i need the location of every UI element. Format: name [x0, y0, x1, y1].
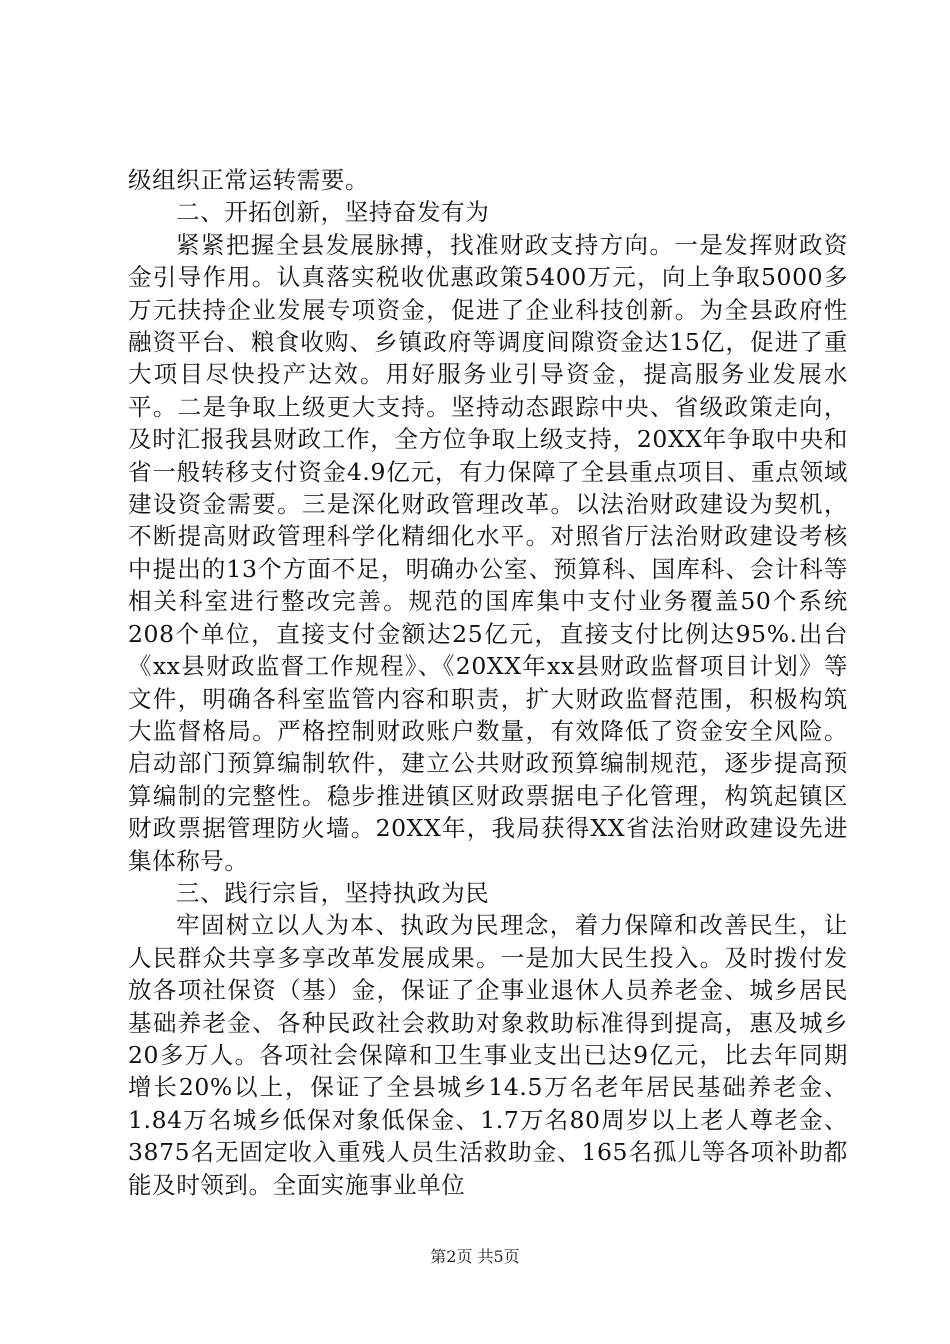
paragraph-finance-support: 紧紧把握全县发展脉搏，找准财政支持方向。一是发挥财政资金引导作用。认真落实税收优惠政策5400万元，向上争取5000多万元扶持企业发展专项资金，促进了企业科技创新。为全县政府性融资平台、粮食收购、乡镇政府等调度间隙资金达15亿，促进了重大项目尽快投产达效。用好服务业引导资金，提高服务业发展水平。二是争取上级更大支持。坚持动态跟踪中央、省级政策走向，及时汇报我县财政工作，全方位争取上级支持，20XX年争取中央和省一般转移支付资金4.9亿元，有力保障了全县重点项目、重点领域建设资金需要。三是深化财政管理改革。以法治财政建设为契机，不断提高财政管理科学化精细化水平。对照省厅法治财政建设考核中提出的13个方面不足，明确办公室、预算科、国库科、会计科等相关科室进行整改完善。规范的国库集中支付业务覆盖50个系统208个单位，直接支付金额达25亿元，直接支付比例达95%.出台《xx县财政监督工作规程》、《20XX年xx县财政监督项目计划》等文件，明确各科室监管内容和职责，扩大财政监督范围，积极构筑大监督格局。严格控制财政账户数量，有效降低了资金安全风险。启动部门预算编制软件，建立公共财政预算编制规范，逐步提高预算编制的完整性。稳步推进镇区财政票据电子化管理，构筑起镇区财政票据管理防火墙。20XX年，我局获得XX省法治财政建设先进集体称号。: [128, 230, 848, 875]
page-number-footer: 第2页 共5页: [430, 1247, 520, 1266]
document-body: [128, 164, 848, 1201]
section-heading-2: 二、开拓创新，坚持奋发有为: [176, 198, 490, 227]
section-heading-3: 三、践行宗旨，坚持执政为民: [176, 878, 490, 907]
paragraph-continuation: 级组织正常运转需要。: [128, 166, 369, 194]
paragraph-livelihood: 牢固树立以人为本、执政为民理念，着力保障和改善民生，让人民群众共享多享改革发展成果。一是加大民生投入。及时拨付发放各项社保资（基）金，保证了企事业退休人员养老金、城乡居民基础养老金、各种民政社会救助对象救助标准得到提高，惠及城乡20多万人。各项社会保障和卫生事业支出已达9亿元，比去年同期增长20%以上，保证了全县城乡14.5万名老年居民基础养老金、1.84万名城乡低保对象低保金、1.7万名80周岁以上老人尊老金、3875名无固定收入重残人员生活救助金、165名孤儿等各项补助都能及时领到。全面实施事业单位: [128, 911, 848, 1199]
